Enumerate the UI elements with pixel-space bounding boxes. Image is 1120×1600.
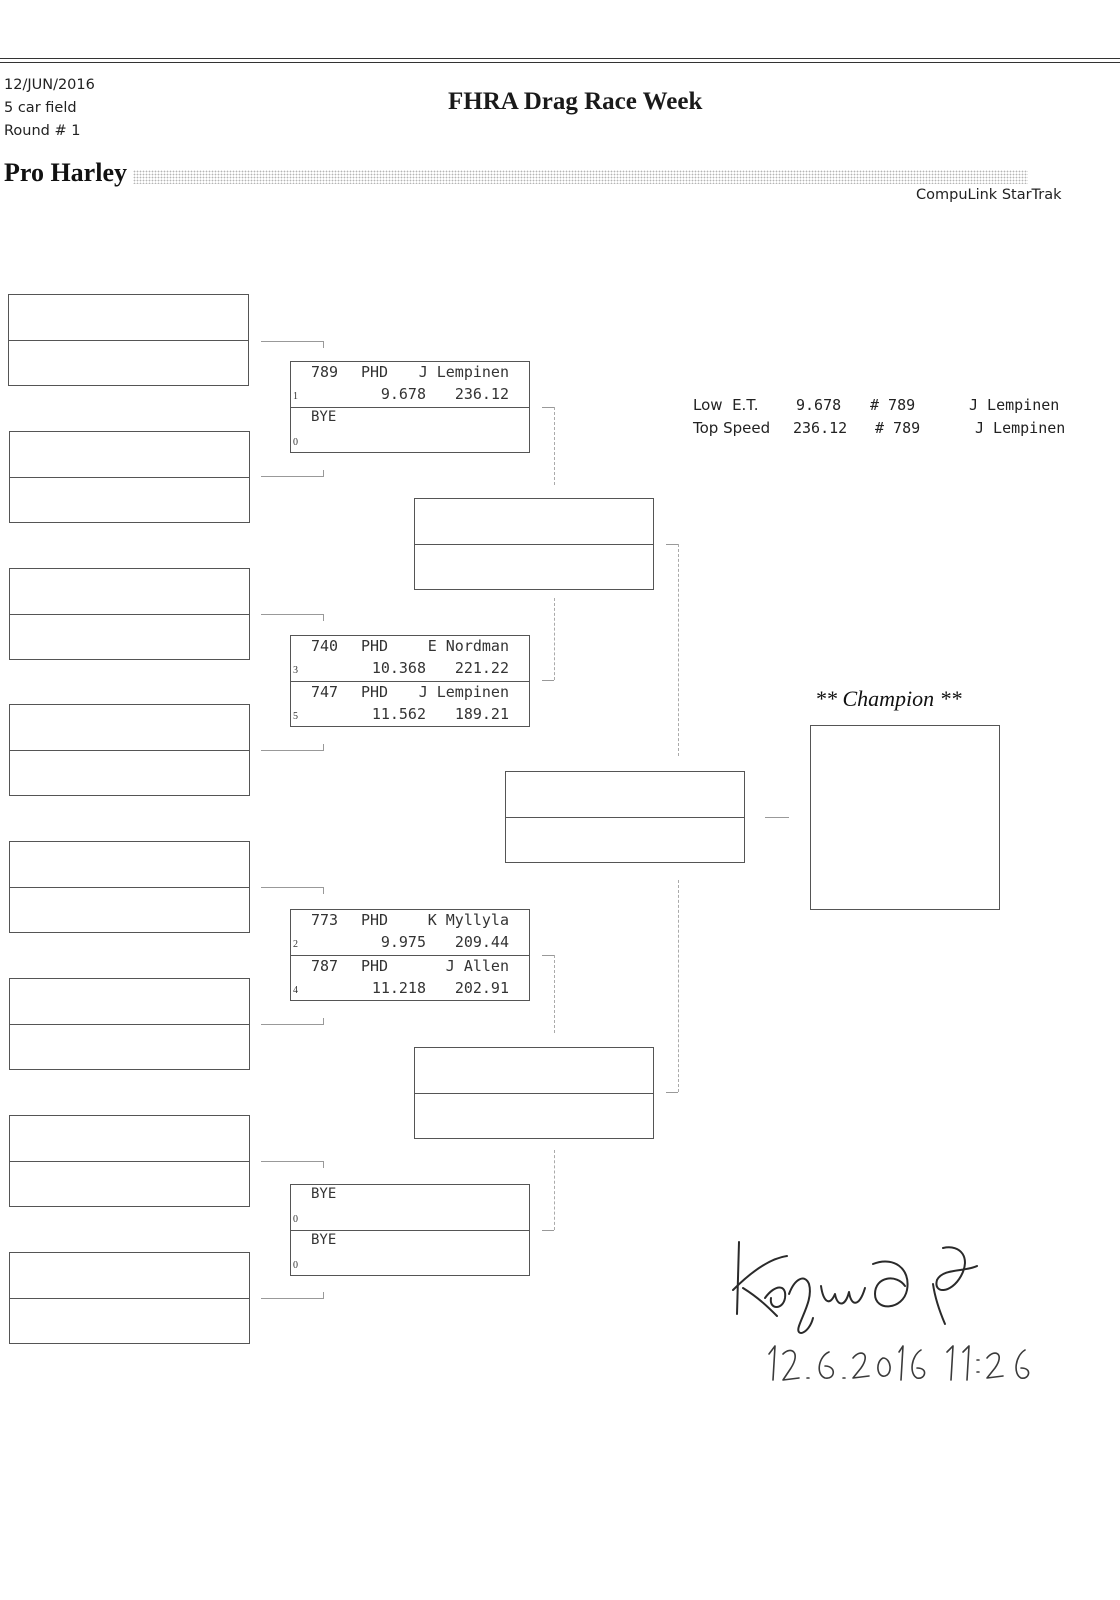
bye-label: BYE xyxy=(311,1232,337,1248)
matchup-3 xyxy=(290,909,530,1001)
bracket-connector-dashed xyxy=(554,955,555,1033)
car-number: 789 xyxy=(311,363,339,381)
bracket-connector xyxy=(542,680,554,681)
vendor-name: CompuLink StarTrak xyxy=(916,187,1062,203)
bracket-slot-empty xyxy=(8,294,249,386)
seed-number: 0 xyxy=(293,1214,298,1225)
car-number: 787 xyxy=(311,957,339,975)
champion-title: ** Champion ** xyxy=(815,686,962,711)
bracket-connector xyxy=(261,1018,324,1025)
matchup-1 xyxy=(290,361,530,453)
driver-name: E Nordman xyxy=(427,637,509,655)
bracket-connector xyxy=(765,817,789,818)
seed-number: 0 xyxy=(293,437,298,448)
seed-number: 5 xyxy=(293,711,298,722)
bracket-slot-empty xyxy=(9,1252,250,1344)
bracket-connector xyxy=(666,1092,678,1093)
bye-label: BYE xyxy=(311,1186,337,1202)
header-rule-top xyxy=(0,58,1120,59)
bracket-slot-empty xyxy=(9,1115,250,1207)
top-speed: 221.22 xyxy=(454,659,509,677)
header-rule-bottom xyxy=(0,62,1120,63)
seed-number: 0 xyxy=(293,1260,298,1271)
low-et-label: Low E.T. xyxy=(693,396,759,414)
low-et-value: 9.678 xyxy=(796,396,842,414)
driver-name: J Lempinen xyxy=(418,683,509,701)
bracket-connector-dashed xyxy=(554,407,555,485)
bracket-slot-empty xyxy=(9,568,250,660)
bracket-connector xyxy=(261,1161,324,1168)
car-class: PHD xyxy=(361,957,389,975)
champion-box xyxy=(810,725,1000,910)
elapsed-time: 9.975 xyxy=(380,933,426,951)
low-et-car: # 789 xyxy=(870,396,916,414)
bracket-connector xyxy=(261,470,324,477)
top-speed-car: # 789 xyxy=(875,419,921,437)
class-name: Pro Harley xyxy=(4,158,127,187)
bracket-connector-dashed xyxy=(554,598,555,680)
top-speed-value: 236.12 xyxy=(793,419,848,437)
bracket-connector xyxy=(542,407,554,408)
seed-number: 2 xyxy=(293,939,298,950)
bye-label: BYE xyxy=(311,409,337,425)
bracket-slot-empty xyxy=(9,978,250,1070)
car-class: PHD xyxy=(361,683,389,701)
elapsed-time: 10.368 xyxy=(371,659,426,677)
car-class: PHD xyxy=(361,363,389,381)
elapsed-time: 11.218 xyxy=(371,979,426,997)
car-number: 740 xyxy=(311,637,339,655)
bracket-connector xyxy=(666,544,678,545)
bracket-connector-dashed xyxy=(678,544,679,756)
low-et-driver: J Lempinen xyxy=(969,396,1060,414)
bracket-slot-final xyxy=(505,771,745,863)
bracket-slot-empty xyxy=(9,431,250,523)
event-meta xyxy=(4,74,95,143)
class-dotted-leader xyxy=(133,170,1028,184)
top-speed-driver: J Lempinen xyxy=(975,419,1066,437)
bracket-slot-empty xyxy=(9,841,250,933)
bracket-connector xyxy=(261,614,324,621)
round-number: Round # 1 xyxy=(4,123,81,139)
bracket-connector xyxy=(261,341,324,348)
bracket-connector xyxy=(261,887,324,894)
car-number: 773 xyxy=(311,911,339,929)
signature-date: 12.6.2016 11:26 xyxy=(725,1228,733,1229)
elapsed-time: 11.562 xyxy=(371,705,426,723)
matchup-2 xyxy=(290,635,530,727)
bracket-slot-semi xyxy=(414,498,654,590)
seed-number: 1 xyxy=(293,391,298,402)
driver-name: J Allen xyxy=(445,957,509,975)
bracket-connector xyxy=(261,1292,324,1299)
bracket-connector-dashed xyxy=(678,880,679,1092)
matchup-4 xyxy=(290,1184,530,1276)
bracket-connector xyxy=(261,744,324,751)
bracket-connector xyxy=(542,1230,554,1231)
field-size: 5 car field xyxy=(4,100,77,116)
bracket-slot-semi xyxy=(414,1047,654,1139)
car-class: PHD xyxy=(361,911,389,929)
signature-image xyxy=(725,1228,1045,1398)
bracket-connector xyxy=(542,955,554,956)
top-speed-label: Top Speed xyxy=(693,419,771,437)
car-number: 747 xyxy=(311,683,339,701)
driver-name: K Myllyla xyxy=(427,911,509,929)
driver-name: J Lempinen xyxy=(418,363,509,381)
seed-number: 3 xyxy=(293,665,298,676)
top-speed: 202.91 xyxy=(454,979,509,997)
bracket-connector-dashed xyxy=(554,1150,555,1230)
car-class: PHD xyxy=(361,637,389,655)
event-date: 12/JUN/2016 xyxy=(4,77,95,93)
top-speed: 189.21 xyxy=(454,705,509,723)
top-speed: 236.12 xyxy=(454,385,509,403)
elapsed-time: 9.678 xyxy=(380,385,426,403)
seed-number: 4 xyxy=(293,985,298,996)
event-title: FHRA Drag Race Week xyxy=(448,88,703,115)
bracket-slot-empty xyxy=(9,704,250,796)
top-speed: 209.44 xyxy=(454,933,509,951)
